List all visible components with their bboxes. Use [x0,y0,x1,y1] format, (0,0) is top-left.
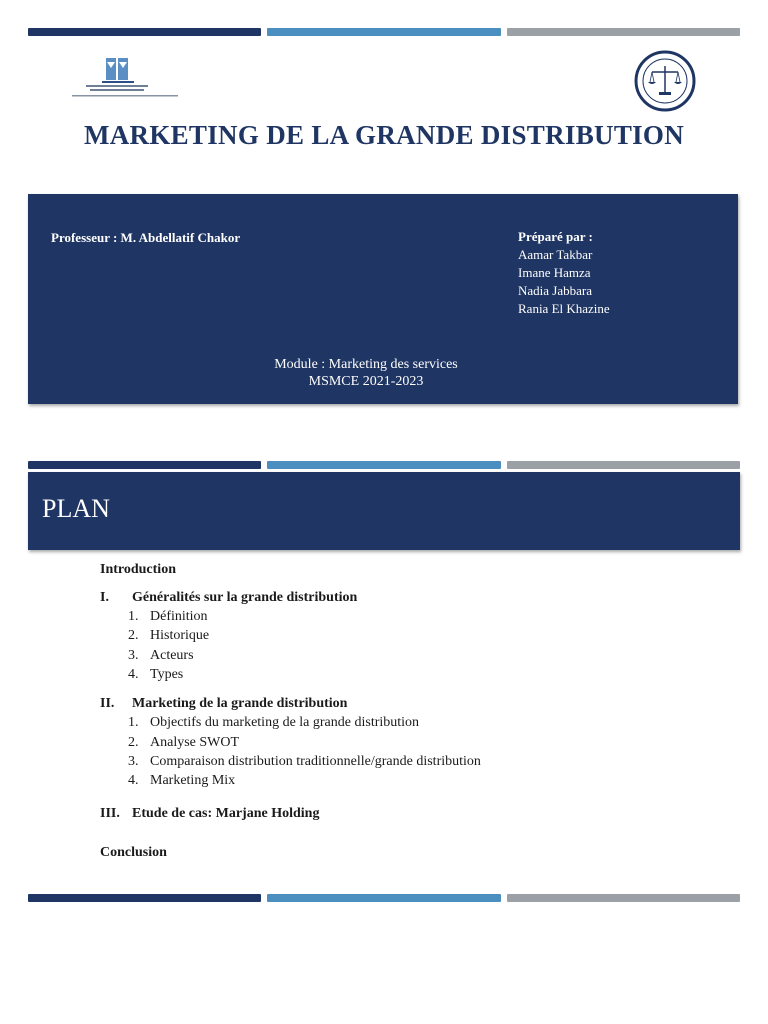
toc-subitem-number: 3. [128,648,139,663]
program-label: MSMCE 2021-2023 [308,374,424,389]
toc-subitem-text: Analyse SWOT [150,735,240,750]
middle-divider-bars [28,461,740,469]
toc-subitem-text: Comparaison distribution traditionnelle/grande distribution [150,754,481,769]
divider-bar-blue [267,894,500,902]
toc-subitem [128,648,194,664]
divider-bar-navy [28,894,261,902]
toc-section-number: III. [100,806,120,821]
toc-subitem [128,609,208,625]
toc-subitem [128,735,239,751]
plan-title: PLAN [42,494,110,523]
toc-subitem-number: 3. [128,754,139,769]
author-name: Rania El Khazine [518,301,610,316]
divider-bar-navy [28,28,261,36]
divider-bar-gray [507,894,740,902]
toc-section-number: II. [100,696,115,711]
page-title: MARKETING DE LA GRANDE DISTRIBUTION [83,120,685,150]
toc-section [100,590,357,606]
toc-subitem [128,715,419,731]
divider-bar-blue [267,28,500,36]
professor-label: Professeur : M. Abdellatif Chakor [51,230,241,245]
prepared-by-label: Préparé par : [518,229,593,244]
divider-bar-gray [507,28,740,36]
bottom-divider-bars [28,894,740,902]
toc-subitem-text: Acteurs [150,648,194,663]
toc-subitem-number: 4. [128,773,139,788]
toc-subitem-text: Objectifs du marketing de la grande distribution [150,715,420,730]
divider-bar-blue [267,461,500,469]
toc-introduction: Introduction [100,562,176,577]
prepared-by-block [518,228,610,318]
toc-subitem-text: Définition [150,609,208,624]
toc-section-title: Marketing de la grande distribution [132,696,348,711]
toc-subitem-number: 2. [128,735,139,750]
cover-info-box [28,194,738,404]
toc-section-title: Généralités sur la grande distribution [132,590,358,605]
toc-subitem [128,667,183,683]
toc-subitem-number: 2. [128,628,139,643]
toc-subitem-number: 1. [128,715,139,730]
author-name: Nadia Jabbara [518,283,592,298]
toc-subitem-number: 4. [128,667,139,682]
university-logo [66,56,184,104]
divider-bar-navy [28,461,261,469]
toc-subitem-text: Marketing Mix [150,773,236,788]
toc-subitem-text: Historique [150,628,210,643]
toc-subitem [128,754,481,770]
divider-bar-gray [507,461,740,469]
module-info [28,356,704,390]
author-name: Aamar Takbar [518,247,593,262]
top-divider-bars [28,28,740,36]
toc-section [100,806,319,822]
toc-section-number: I. [100,590,109,605]
toc-subitem [128,628,209,644]
toc-subitem-number: 1. [128,609,139,624]
toc-subitem-text: Types [150,667,184,682]
toc-section-title: Etude de cas: Marjane Holding [132,806,320,821]
author-name: Imane Hamza [518,265,591,280]
faculty-seal [634,50,696,112]
plan-header-box [28,472,740,550]
module-label: Module : Marketing des services [274,357,458,372]
toc-subitem [128,773,235,789]
toc-section [100,696,347,712]
toc-conclusion: Conclusion [100,845,167,860]
